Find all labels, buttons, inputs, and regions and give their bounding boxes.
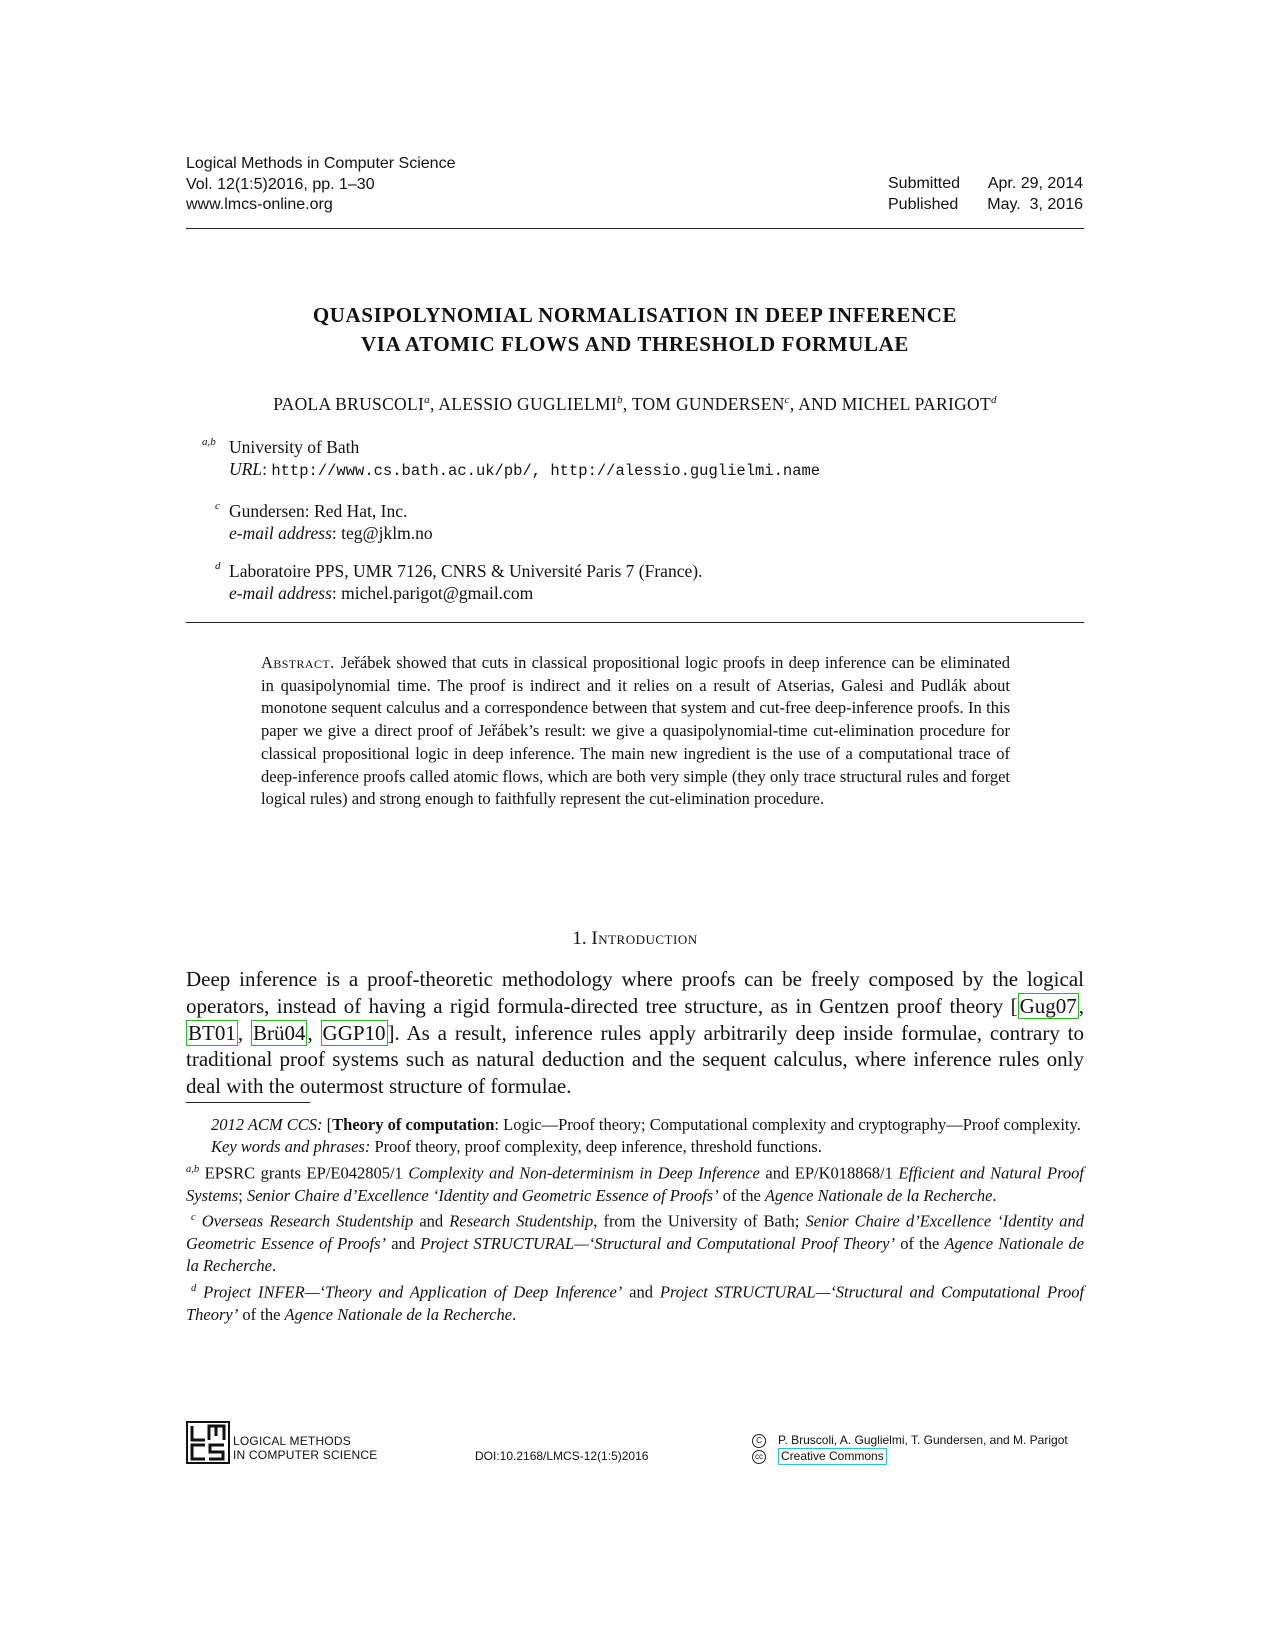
ccs-label: 2012 ACM CCS:	[211, 1115, 323, 1134]
footnote-funding-d	[186, 1278, 1084, 1326]
journal-name: Logical Methods in Computer Science	[186, 155, 456, 172]
footnote-text: and EP/K018868/1	[765, 1163, 893, 1183]
journal-header	[186, 154, 455, 216]
footnote-text: and	[419, 1211, 444, 1231]
license-block	[752, 1433, 1068, 1465]
footnote-italic: Senior Chaire d’Excellence ‘Identity and Geometric Essence of Proofs’	[186, 1211, 1085, 1254]
author-name: TOM GUNDERSEN	[631, 394, 785, 414]
footnote-text: ;	[238, 1185, 243, 1205]
doi: DOI:10.2168/LMCS-12(1:5)2016	[475, 1449, 649, 1463]
footnote-italic: Agence Nationale de la Recherche	[284, 1304, 513, 1324]
affiliation-c: c Gundersen: Red Hat, Inc. e-mail address: teg@jklm.no	[229, 500, 433, 544]
affiliation-email[interactable]: michel.parigot@gmail.com	[341, 583, 534, 603]
logo-line: IN COMPUTER SCIENCE	[233, 1448, 378, 1462]
affiliation-email[interactable]: teg@jklm.no	[341, 523, 433, 543]
affiliation-mark: c	[215, 500, 220, 512]
published-date: May. 3, 2016	[987, 195, 1083, 213]
citation-link[interactable]: BT01	[188, 1020, 236, 1045]
footnote-italic: Project STRUCTURAL—‘Structural and Computational Proof Theory’	[420, 1234, 895, 1254]
footnotes	[186, 1114, 1084, 1326]
footnote-text: , from the University of Bath;	[593, 1211, 800, 1231]
footnote-italic: Project STRUCTURAL—‘Structural and Computational Proof Theory’	[186, 1282, 1085, 1324]
affiliation-rule	[186, 622, 1084, 623]
author-name: ALESSIO GUGLIELMI	[438, 394, 617, 414]
lmcs-logo-text	[233, 1434, 377, 1462]
author-mark: a	[424, 394, 430, 407]
title-line-2: VIA ATOMIC FLOWS AND THRESHOLD FORMULAE	[361, 332, 909, 356]
paper-title	[186, 301, 1084, 359]
section-heading	[186, 928, 1084, 950]
affiliation-url[interactable]: http://www.cs.bath.ac.uk/pb/, http://alessio.guglielmi.name	[271, 462, 821, 480]
ccs-text: : Logic—Proof theory; Computational complexity and cryptography—Proof complexity.	[494, 1115, 1081, 1134]
affiliation-ab: a,b University of Bath URL: http://www.cs.bath.ac.uk/pb/, http://alessio.guglielmi.name	[229, 436, 820, 482]
author-name: AND MICHEL PARIGOT	[798, 394, 991, 414]
footnote-mark: d	[191, 1282, 197, 1294]
abstract	[261, 652, 1010, 811]
copyright-holders: P. Bruscoli, A. Guglielmi, T. Gundersen, and M. Parigot	[778, 1433, 1068, 1447]
author-separator: ,	[429, 394, 439, 414]
affiliation-institution: Gundersen: Red Hat, Inc.	[229, 501, 408, 521]
author-separator: ,	[789, 394, 799, 414]
footnote-rule	[186, 1102, 310, 1103]
journal-website: www.lmcs-online.org	[186, 196, 333, 213]
affiliation-institution: University of Bath	[229, 437, 360, 457]
footnote-text: .	[992, 1185, 997, 1205]
submitted-date: Apr. 29, 2014	[987, 175, 1083, 192]
journal-volume: Vol. 12(1:5)2016, pp. 1–30	[186, 175, 375, 193]
citation-link[interactable]: Brü04	[252, 1020, 306, 1045]
citation-link[interactable]: Gug07	[1019, 993, 1077, 1018]
footnote-text: EPSRC grants EP/E042805/1	[204, 1163, 403, 1183]
affiliation-label: e-mail address	[229, 523, 332, 543]
affiliation-label: e-mail address	[229, 583, 332, 603]
footnote-italic: Agence Nationale de la Recherche	[186, 1234, 1085, 1276]
footnote-italic: Efficient and Natural Proof Systems	[186, 1163, 1085, 1205]
header-rule	[186, 228, 1084, 229]
footnote-text: .	[271, 1256, 277, 1276]
ccs-category: Theory of computation	[332, 1115, 495, 1134]
copyright-icon: C	[752, 1434, 766, 1448]
footnote-text: of the	[900, 1234, 940, 1254]
lmcs-logo-icon	[186, 1421, 230, 1464]
abstract-text: Jeřábek showed that cuts in classical propositional logic proofs in deep inference can be eliminated in quasipolynomial time. The proof is indirect and it relies on a result of Atserias, Galesi and Pudlák about monotone sequent calculus and a correspondence between that system and cut-free deep-inference proofs. In this paper we give a direct proof of Jeřábek’s result: we give a quasipolynomial-time cut-elimination procedure for classical propositional logic in deep inference. The main new ingredient is the use of a computational trace of deep-inference proofs called atomic flows, which are both very simple (they only trace structural rules and forget logical rules) and strong enough to faithfully represent the cut-elimination procedure.	[261, 653, 1010, 809]
footnote-text: .	[512, 1304, 517, 1324]
footnote-italic: Agence Nationale de la Recherche	[764, 1185, 993, 1205]
footnote-funding-ab	[186, 1159, 1084, 1207]
affiliation-label: URL	[229, 459, 263, 479]
publication-dates	[888, 174, 1083, 215]
affiliation-institution: Laboratoire PPS, UMR 7126, CNRS & Université Paris 7 (France).	[229, 561, 703, 581]
logo-line: LOGICAL METHODS	[233, 1434, 351, 1448]
author-mark: b	[616, 394, 623, 407]
creative-commons-icon: cc	[752, 1450, 766, 1464]
footnote-text: and	[629, 1282, 653, 1302]
footnote-italic: Overseas Research Studentship	[201, 1211, 414, 1231]
intro-text: Deep inference is a proof-theoretic methodology where proofs can be freely composed by the logical operators, instead of having a rigid formula-directed tree structure, as in Gentzen proof theory	[186, 967, 1084, 1018]
keywords-label: Key words and phrases:	[211, 1137, 371, 1157]
footnote-mark: c	[191, 1212, 196, 1224]
section-title: Introduction	[591, 928, 698, 949]
footnote-ccs: 2012 ACM CCS: [Theory of computation: Logic—Proof theory; Computational complexity and cryptography—Proof complexity.	[211, 1115, 1081, 1134]
citation-link[interactable]: GGP10	[322, 1020, 386, 1045]
author-separator: ,	[622, 394, 632, 414]
affiliation-mark: a,b	[202, 436, 216, 448]
footnote-italic: Complexity and Non-determinism in Deep Inference	[408, 1163, 760, 1183]
author-list	[186, 394, 1084, 415]
author-mark: c	[784, 394, 790, 407]
footnote-italic: Senior Chaire d’Excellence ‘Identity and Geometric Essence of Proofs’	[246, 1185, 719, 1205]
footnote-funding-c	[186, 1207, 1084, 1278]
submitted-label: Submitted	[888, 175, 961, 192]
affiliation-mark: d	[215, 560, 221, 572]
keywords-text: Proof theory, proof complexity, deep inference, threshold functions.	[374, 1137, 822, 1157]
footnote-text: and	[391, 1234, 416, 1254]
published-label: Published	[888, 195, 959, 213]
intro-paragraph: Deep inference is a proof-theoretic methodology where proofs can be freely composed by the logical operators, instead of having a rigid formula-directed tree structure, as in Gentzen proof theory [Gug07, BT01, Brü04, GGP10]. As a result, inference rules apply arbitrarily deep inside formulae, contrary to traditional proof systems such as natural deduction and the sequent calculus, where inference rules only deal with the outermost structure of formulae.	[186, 967, 1085, 1099]
footnote-mark: a,b	[186, 1163, 200, 1175]
author-name: PAOLA BRUSCOLI	[273, 394, 425, 414]
intro-text: . As a result, inference rules apply arbitrarily deep inside formulae, contrary to traditional proof systems such as natural deduction and the sequent calculus, where inference rules only deal with the outermost structure of formulae.	[186, 1020, 1085, 1099]
abstract-label: Abstract.	[261, 653, 335, 672]
creative-commons-link[interactable]: Creative Commons	[778, 1448, 887, 1465]
affiliation-d: d Laboratoire PPS, UMR 7126, CNRS & Université Paris 7 (France). e-mail address: michel.parigot@gmail.com	[229, 560, 702, 604]
footnote-italic: Research Studentship	[449, 1211, 594, 1231]
author-mark: d	[990, 394, 997, 407]
footnote-text: of the	[242, 1304, 281, 1324]
footnote-italic: Project INFER—‘Theory and Application of Deep Inference’	[203, 1282, 623, 1302]
footnote-text: of the	[722, 1185, 761, 1205]
section-number: 1.	[572, 928, 587, 949]
footnote-keywords	[186, 1136, 1084, 1158]
title-line-1: QUASIPOLYNOMIAL NORMALISATION IN DEEP INFERENCE	[312, 303, 958, 327]
